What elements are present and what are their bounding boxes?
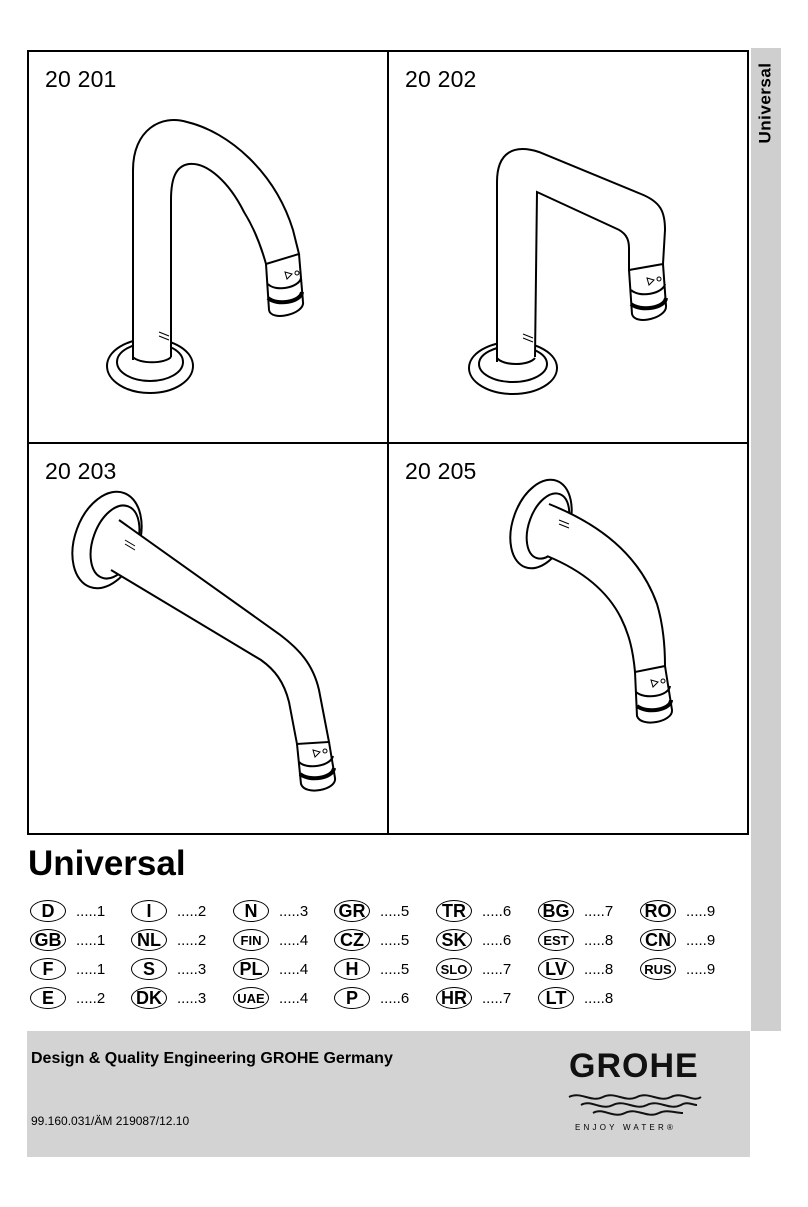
language-entry [640,928,715,952]
language-code-badge: PL [233,958,269,980]
language-entry [131,928,206,952]
language-entry [538,928,613,952]
language-code-badge: SK [436,929,472,951]
language-code-badge: LT [538,987,574,1009]
grohe-logo [567,1047,707,1137]
page-reference: .....6 [482,902,512,920]
language-code-badge: RO [640,900,676,922]
language-entry [131,957,206,981]
page-reference: .....5 [380,931,410,949]
language-code-badge: LV [538,958,574,980]
page-reference: .....3 [177,960,207,978]
language-entry [334,928,409,952]
language-entry [131,986,206,1010]
spout-illustration-icon [29,52,387,442]
language-entry [233,899,308,923]
language-entry [30,899,105,923]
language-code-badge: DK [131,987,167,1009]
page-reference: .....7 [482,960,512,978]
page-reference: .....4 [279,960,309,978]
spout-illustration-icon [389,444,745,831]
page-reference: .....5 [380,960,410,978]
language-code-badge: EST [538,929,574,951]
language-code-badge: GR [334,900,370,922]
spout-illustration-icon [29,444,387,831]
side-tab-label: Universal [756,62,776,144]
product-grid [27,50,749,835]
language-entry [334,957,409,981]
language-entry [30,986,105,1010]
page-reference: .....2 [177,931,207,949]
language-code-badge: TR [436,900,472,922]
language-code-badge: D [30,900,66,922]
footer [27,1031,750,1157]
language-code-badge: BG [538,900,574,922]
document-title: Universal [28,844,186,883]
language-entry [436,986,511,1010]
language-code-badge: E [30,987,66,1009]
language-entry [436,957,511,981]
language-code-badge: HR [436,987,472,1009]
page-reference: .....2 [177,902,207,920]
language-entry [233,986,308,1010]
language-code-badge: SLO [436,958,472,980]
page-reference: .....1 [76,931,106,949]
language-entry [30,957,105,981]
document-code: 99.160.031/ÄM 219087/12.10 [31,1114,190,1128]
language-entry [538,986,613,1010]
language-code-badge: H [334,958,370,980]
language-entry [640,899,715,923]
model-number: 20 203 [45,458,117,484]
page-reference: .....9 [686,960,716,978]
language-entry [334,899,409,923]
side-strip [751,48,781,1031]
logo-word: GROHE [569,1047,699,1085]
page-reference: .....6 [482,931,512,949]
language-code-badge: NL [131,929,167,951]
page-reference: .....6 [380,989,410,1007]
page-reference: .....2 [76,989,106,1007]
page-reference: .....4 [279,989,309,1007]
language-entry [538,899,613,923]
page-reference: .....7 [584,902,614,920]
logo-tagline: ENJOY WATER® [575,1123,677,1132]
language-code-badge: P [334,987,370,1009]
wave-icon [567,1091,703,1119]
language-entry [538,957,613,981]
page-reference: .....3 [279,902,309,920]
page-reference: .....3 [177,989,207,1007]
language-code-badge: I [131,900,167,922]
language-entry [131,899,206,923]
language-code-badge: F [30,958,66,980]
language-entry [436,899,511,923]
product-cell-20201 [29,52,389,444]
page-reference: .....5 [380,902,410,920]
page-reference: .....8 [584,960,614,978]
language-entry [640,957,715,981]
language-index [30,899,750,1019]
language-code-badge: UAE [233,987,269,1009]
language-entry [334,986,409,1010]
language-entry [30,928,105,952]
page-reference: .....9 [686,931,716,949]
page-reference: .....7 [482,989,512,1007]
model-number: 20 202 [405,66,477,92]
language-entry [233,928,308,952]
language-code-badge: S [131,958,167,980]
spout-illustration-icon [389,52,745,442]
page-reference: .....8 [584,931,614,949]
language-code-badge: CZ [334,929,370,951]
page-reference: .....4 [279,931,309,949]
language-code-badge: CN [640,929,676,951]
language-code-badge: FIN [233,929,269,951]
page-reference: .....1 [76,902,106,920]
model-number: 20 201 [45,66,117,92]
language-entry [436,928,511,952]
language-entry [233,957,308,981]
language-code-badge: GB [30,929,66,951]
product-cell-20205 [389,444,747,833]
footer-title: Design & Quality Engineering GROHE Germany [31,1050,393,1067]
product-cell-20202 [389,52,747,444]
language-code-badge: N [233,900,269,922]
side-tab [751,48,781,158]
page-reference: .....1 [76,960,106,978]
product-cell-20203 [29,444,389,833]
page-reference: .....8 [584,989,614,1007]
language-code-badge: RUS [640,958,676,980]
page-reference: .....9 [686,902,716,920]
model-number: 20 205 [405,458,477,484]
